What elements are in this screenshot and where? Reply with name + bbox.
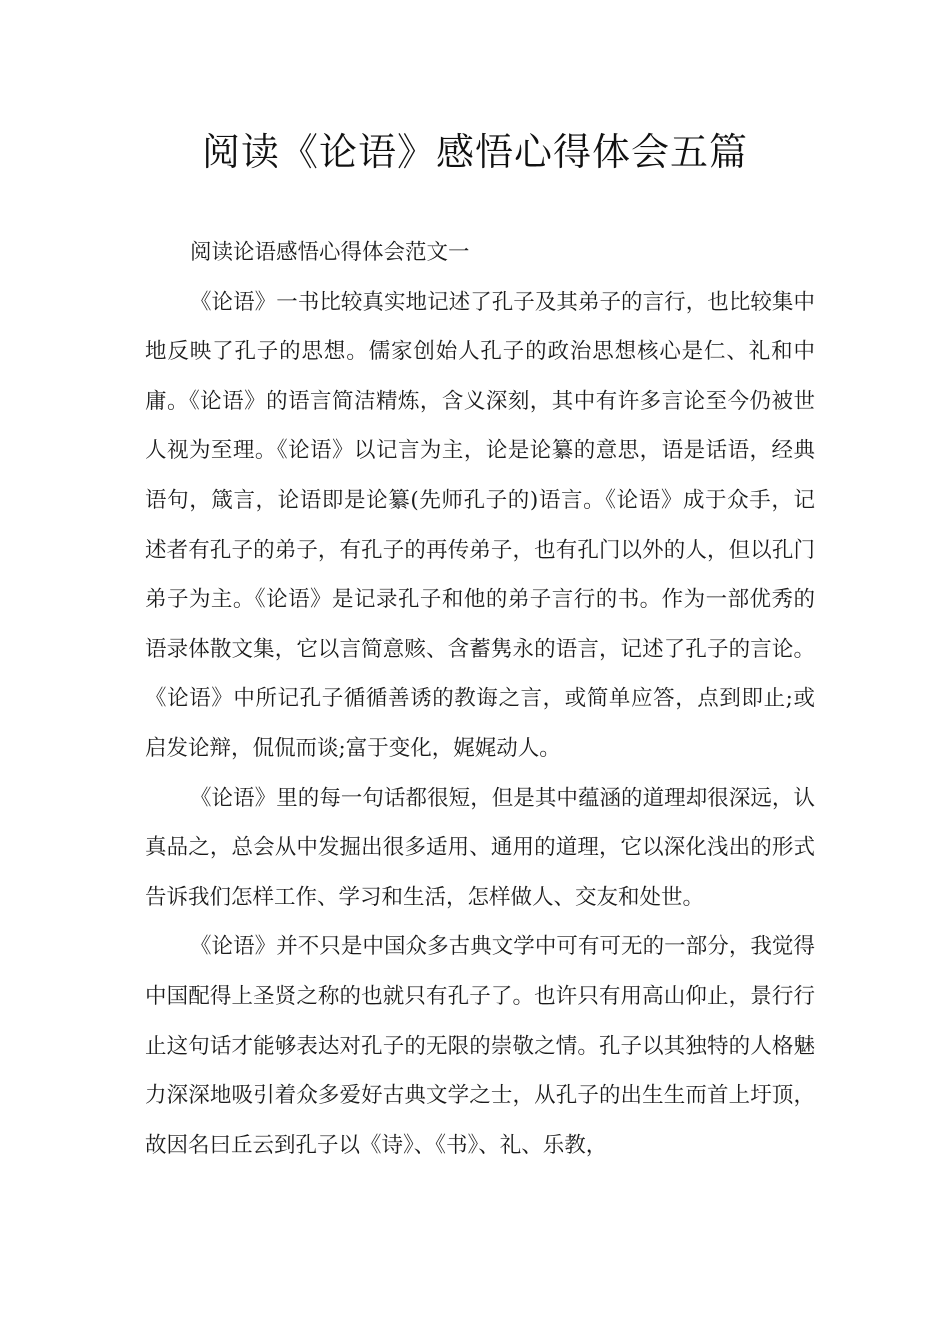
- paragraph: 《论语》并不只是中国众多古典文学中可有可无的一部分，我觉得中国配得上圣贤之称的也就只有孔子了。也许只有用高山仰止，景行行止这句话才能够表达对孔子的无限的崇敬之情。孔子以其独特的人格魅力深深地吸引着众多爱好古典文学之士，从孔子的出生生而首上圩顶，故因名曰丘云到孔子以《诗》、《书》、礼、乐教，: [145, 934, 815, 1158]
- section-heading: 阅读论语感悟心得体会范文一: [190, 240, 470, 265]
- document-body: [145, 228, 815, 1170]
- paragraph: 《论语》里的每一句话都很短，但是其中蕴涵的道理却很深远，认真品之，总会从中发掘出很多适用、通用的道理，它以深化浅出的形式告诉我们怎样工作、学习和生活，怎样做人、交友和处世。: [145, 785, 815, 910]
- paragraph: 《论语》一书比较真实地记述了孔子及其弟子的言行，也比较集中地反映了孔子的思想。儒家创始人孔子的政治思想核心是仁、礼和中庸。《论语》的语言简洁精炼，含义深刻，其中有许多言论至今仍被世人视为至理。《论语》以记言为主，论是论纂的意思，语是话语，经典语句，箴言，论语即是论纂(先师孔子的)语言。《论语》成于众手，记述者有孔子的弟子，有孔子的再传弟子，也有孔门以外的人，但以孔门弟子为主。《论语》是记录孔子和他的弟子言行的书。作为一部优秀的语录体散文集，它以言简意赅、含蓄隽永的语言，记述了孔子的言论。《论语》中所记孔子循循善诱的教诲之言，或简单应答，点到即止;或启发论辩，侃侃而谈;富于变化，娓娓动人。: [145, 289, 815, 761]
- document-title: 阅读《论语》感悟心得体会五篇: [201, 130, 748, 174]
